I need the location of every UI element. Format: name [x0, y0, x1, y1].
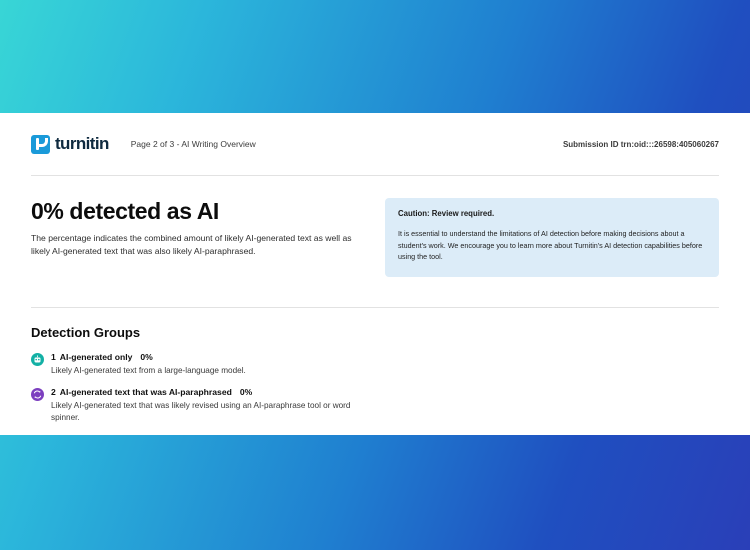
section-divider [31, 307, 719, 308]
caution-panel [385, 198, 719, 277]
detection-group-number: 2 [51, 387, 56, 398]
detection-group-description: Likely AI-generated text that was likely revised using an AI-paraphrase tool or word spinner. [51, 401, 351, 423]
caution-title: Caution: Review required. [398, 209, 495, 218]
detection-group-heading [51, 352, 719, 362]
turnitin-logo-icon [31, 135, 50, 154]
detection-group-percent: 0% [140, 351, 153, 362]
detection-group-description: Likely AI-generated text from a large-language model. [51, 365, 246, 375]
detection-groups-title: Detection Groups [31, 324, 141, 340]
ai-percentage-headline: 0% detected as AI [31, 198, 219, 224]
ai-summary-left [31, 198, 361, 277]
detection-groups-section [31, 325, 719, 425]
detection-group-label: AI-generated only [59, 351, 133, 362]
page-label: Page 2 of 3 - AI Writing Overview [130, 139, 256, 149]
paraphrase-icon [31, 388, 44, 401]
submission-id: Submission ID trn:oid:::26598:405060267 [562, 139, 719, 149]
detection-group-item [31, 352, 719, 377]
robot-icon [31, 353, 44, 366]
detection-group-label: AI-generated text that was AI-paraphrased [59, 387, 232, 398]
detection-group-number: 1 [51, 351, 56, 362]
caution-body: It is essential to understand the limitations of AI detection before making decisions about a student's work. We encourage you to learn more about Turnitin's AI detection capabilities before using the tool. [398, 229, 703, 262]
report-page [0, 113, 750, 435]
detection-group-percent: 0% [239, 387, 253, 398]
ai-summary-section [31, 176, 719, 277]
detection-group-heading [51, 387, 719, 397]
turnitin-logo-text: turnitin [55, 134, 109, 153]
turnitin-logo [31, 134, 109, 154]
ai-percentage-description: The percentage indicates the combined amount of likely AI-generated text as well as likely AI-generated text that was also likely AI-paraphrased. [31, 233, 352, 257]
detection-group-item [31, 387, 719, 424]
document-header [31, 113, 719, 175]
